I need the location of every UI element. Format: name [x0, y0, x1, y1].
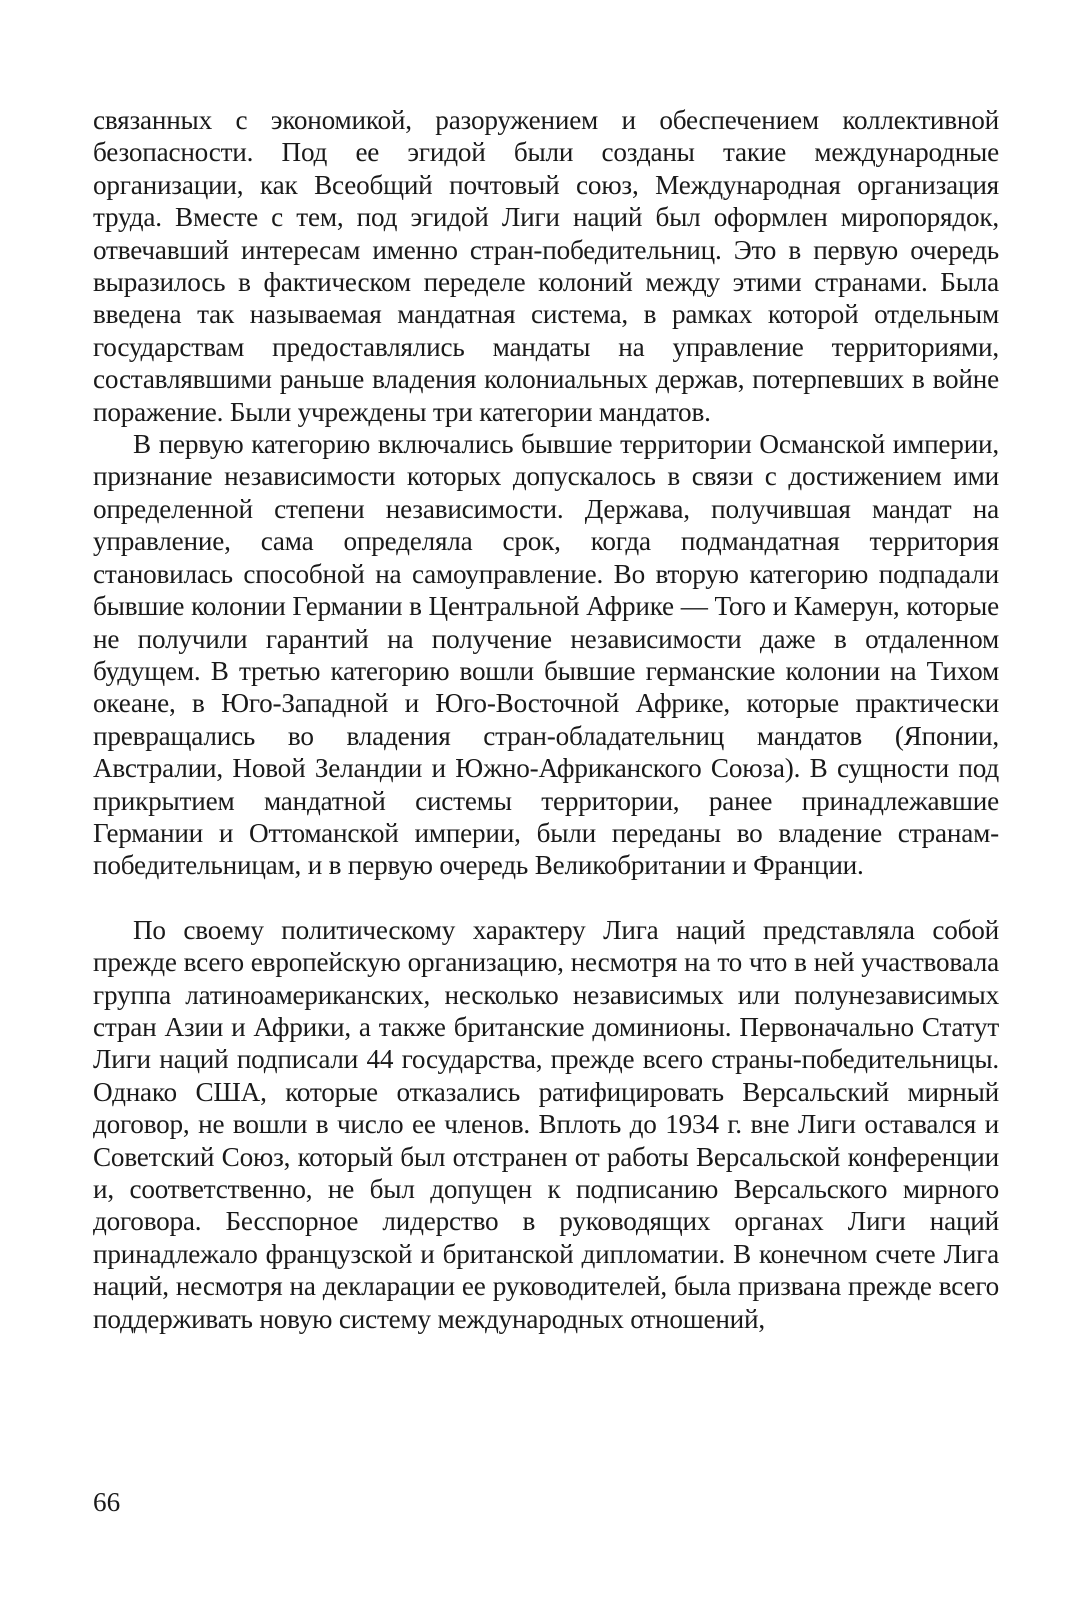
page-body: [93, 104, 999, 1335]
paragraph-2: В первую категорию включались бывшие территории Османской империи, признание независимости которых допускалось в связи с достижением ими определенной степени независимости. Держава, получившая мандат на управление, сама определяла срок, когда подмандатная территория становилась способной на самоуправление. Во вторую категорию подпадали бывшие колонии Германии в Центральной Африке — Того и Камерун, которые не получили гарантий на получение независимости даже в отдаленном будущем. В третью категорию вошли бывшие германские колонии на Тихом океане, в Юго-Западной и Юго-Восточной Африке, которые практически превращались во владения стран-обладательниц мандатов (Японии, Австралии, Новой Зеландии и Южно-Африканского Союза). В сущности под прикрытием мандатной системы территории, ранее принадлежавшие Германии и Оттоманской империи, были переданы во владение странам-победительницам, и в первую очередь Великобритании и Франции.: [93, 429, 999, 881]
paragraph-3: По своему политическому характеру Лига наций представляла собой прежде всего европейскую организацию, несмотря на то что в ней участвовала группа латиноамериканских, несколько независимых или полунезависимых стран Азии и Африки, а также британские доминионы. Первоначально Статут Лиги наций подписали 44 государства, прежде всего страны-победительницы. Однако США, которые отказались ратифицировать Версальский мирный договор, не вошли в число ее членов. Вплоть до 1934 г. вне Лиги оставался и Советский Союз, который был отстранен от работы Версальской конференции и, соответственно, не был допущен к подписанию Версальского мирного договора. Бесспорное лидерство в руководящих органах Лиги наций принадлежало французской и британской дипломатии. В конечном счете Лига наций, несмотря на декларации ее руководителей, была призвана прежде всего поддерживать новую систему международных отношений,: [93, 914, 999, 1334]
page-number: 66: [93, 1487, 121, 1517]
paragraph-1: связанных с экономикой, разоружением и обеспечением коллективной безопасности. Под ее эгидой были созданы такие международные организации, как Всеобщий почтовый союз, Международная организация труда. Вместе с тем, под эгидой Лиги наций был оформлен миропорядок, отвечавший интересам именно стран-победительниц. Это в первую очередь выразилось в фактическом переделе колоний между этими странами. Была введена так называемая мандатная система, в рамках которой отдельным государствам предоставлялись мандаты на управление территориями, составлявшими раньше владения колониальных держав, потерпевших в войне поражение. Были учреждены три категории мандатов.: [93, 105, 999, 427]
paragraph-gap: [93, 882, 999, 914]
